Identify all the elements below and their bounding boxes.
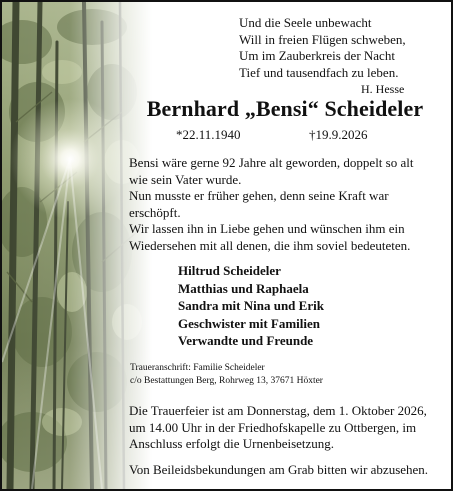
funeral-line: um 14.00 Uhr in der Friedhofskapelle zu Ottbergen, im (129, 419, 417, 435)
address-line: c/o Bestattungen Berg, Rohrweg 13, 37671 Höxter (130, 376, 323, 386)
poem-line: Tief und tausendfach zu leben. (239, 64, 399, 80)
mourning-address (130, 362, 323, 388)
funeral-line: Die Trauerfeier ist am Donnerstag, dem 1. Oktober 2026, (129, 403, 427, 418)
condolence-line: Von Beileidsbekundungen am Grab bitten wir abzusehen. (129, 462, 429, 477)
message-line: erschöpft. (129, 204, 181, 220)
mourner-name: Hiltrud Scheideler (178, 263, 281, 278)
poem-line: Um im Zauberkreis der Nacht (239, 48, 395, 63)
poem (239, 15, 439, 96)
farewell-message (129, 155, 441, 254)
message-line: Wiedersehen mit all denen, die ihm soviel bedeuteten. (129, 237, 411, 253)
poem-author: H. Hesse (361, 82, 405, 96)
death-date: †19.9.2026 (309, 127, 368, 142)
address-line: Traueranschrift: Familie Scheideler (130, 363, 265, 373)
mourner-name: Geschwister mit Familien (178, 315, 321, 331)
mourner-name: Matthias und Raphaela (178, 280, 309, 296)
message-line: Wir lassen ihn in Liebe gehen und wünschen ihm ein (129, 221, 405, 236)
mourner-name: Verwandte und Freunde (178, 333, 314, 348)
mourner-name: Sandra mit Nina und Erik (178, 298, 324, 313)
deceased-name: Bernhard „Bensi“ Scheideler (146, 96, 424, 121)
funeral-info (129, 403, 441, 453)
condolence-note (129, 462, 441, 479)
poem-line: Und die Seele unbewacht (239, 15, 372, 30)
mourners-list (178, 262, 324, 350)
obituary-content (2, 2, 451, 489)
message-line: Nun musste er früher gehen, denn seine Kraft war (129, 188, 389, 203)
funeral-line: Anschluss erfolgt die Urnenbeisetzung. (129, 436, 335, 451)
message-line: wie sein Vater wurde. (129, 171, 242, 187)
poem-line: Will in freien Flügen schweben, (239, 31, 406, 47)
birth-date: *22.11.1940 (176, 127, 241, 142)
message-line: Bensi wäre gerne 92 Jahre alt geworden, doppelt so alt (129, 155, 414, 170)
